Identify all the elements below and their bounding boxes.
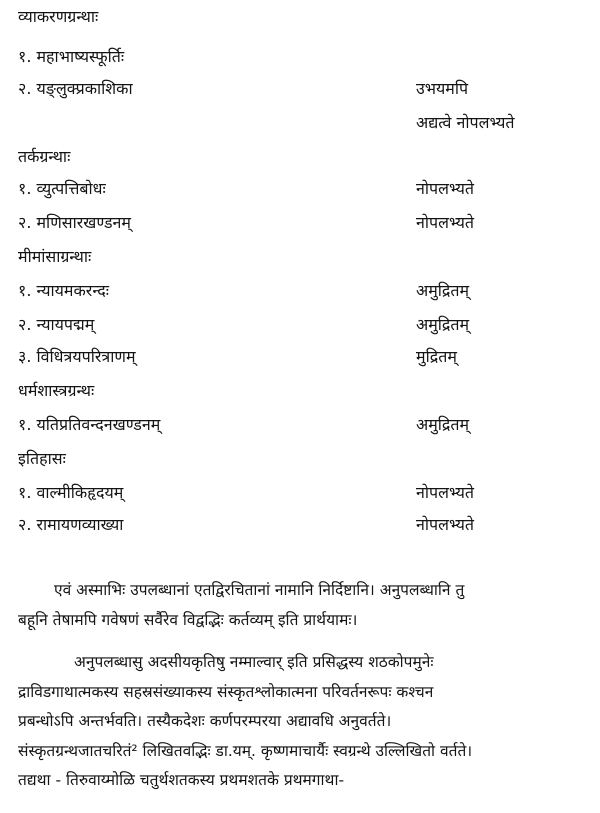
section-heading-vyakarana: व्याकरणग्रन्थाः (18, 7, 99, 26)
paragraph-line: तद्यथा - तिरुवाय्मोळि चतुर्थशतकस्य प्रथमशतके प्रथमगाथा- (18, 771, 345, 789)
list-item-label: २. न्यायपद्मम् (18, 315, 95, 334)
list-item-status: नोपलभ्यते (416, 483, 475, 502)
paragraph-line: प्रबन्धोऽपि अन्तर्भवति। तस्यैकदेशः कर्णपरम्परया अद्यावधि अनुवर्तते। (18, 712, 392, 730)
list-item-status: अद्यत्वे नोपलभ्यते (416, 113, 515, 132)
paragraph-line: संस्कृतग्रन्थजातचरितं² लिखितवद्भिः डा.यम्. कृष्णमाचार्यैः स्वग्रन्थे उल्लिखितो वर्तते। (18, 741, 473, 760)
list-item-label: १. महाभाष्यस्फूर्तिः (18, 47, 125, 66)
paragraph-line: द्राविडगाथात्मकस्य सहस्रसंख्याकस्य संस्कृतश्लोकात्मना परिवर्तनरूपः कश्चन (18, 682, 434, 701)
list-item-status: मुद्रितम् (416, 347, 457, 366)
list-item-label: २. रामायणव्याख्या (18, 515, 124, 534)
section-heading-dharmashastra: धर्मशास्त्रग्रन्थः (18, 381, 95, 400)
section-heading-mimamsa: मीमांसाग्रन्थाः (18, 247, 92, 266)
list-item-label: २. यङ्लुक्प्रकाशिका (18, 79, 133, 98)
list-item-label: २. मणिसारखण्डनम् (18, 213, 131, 232)
paragraph-line: अनुपलब्धासु अदसीयकृतिषु नम्माल्वार् इति प्रसिद्धस्य शठकोपमुनेः (74, 653, 434, 671)
list-item-label: १. यतिप्रतिवन्दनखण्डनम् (18, 415, 161, 434)
list-item-status: अमुद्रितम् (416, 281, 470, 300)
paragraph-line: एवं अस्माभिः उपलब्धानां एतद्विरचितानां नामानि निर्दिष्टानि। अनुपलब्धानि तु (54, 581, 465, 599)
section-heading-itihasa: इतिहासः (18, 449, 66, 468)
list-item-status: नोपलभ्यते (416, 179, 475, 198)
section-heading-tarka: तर्कग्रन्थाः (18, 147, 71, 166)
body-paragraph-1 (18, 576, 596, 635)
list-item-status: उभयमपि (416, 79, 469, 98)
list-item-label: १. वाल्मीकिहृदयम् (18, 483, 124, 502)
body-paragraph-2 (18, 648, 596, 796)
list-item-label: १. व्युत्पत्तिबोधः (18, 179, 106, 198)
list-item-label: १. न्यायमकरन्दः (18, 281, 109, 300)
list-item-label: ३. विधित्रयपरित्राणम् (18, 347, 136, 366)
list-item-status: अमुद्रितम् (416, 315, 470, 334)
list-item-status: अमुद्रितम् (416, 415, 470, 434)
list-item-status: नोपलभ्यते (416, 213, 475, 232)
paragraph-line: बहूनि तेषामपि गवेषणं सर्वैरेव विद्वद्भिः कर्तव्यम् इति प्रार्थयामः। (18, 610, 358, 629)
list-item-status: नोपलभ्यते (416, 515, 475, 534)
